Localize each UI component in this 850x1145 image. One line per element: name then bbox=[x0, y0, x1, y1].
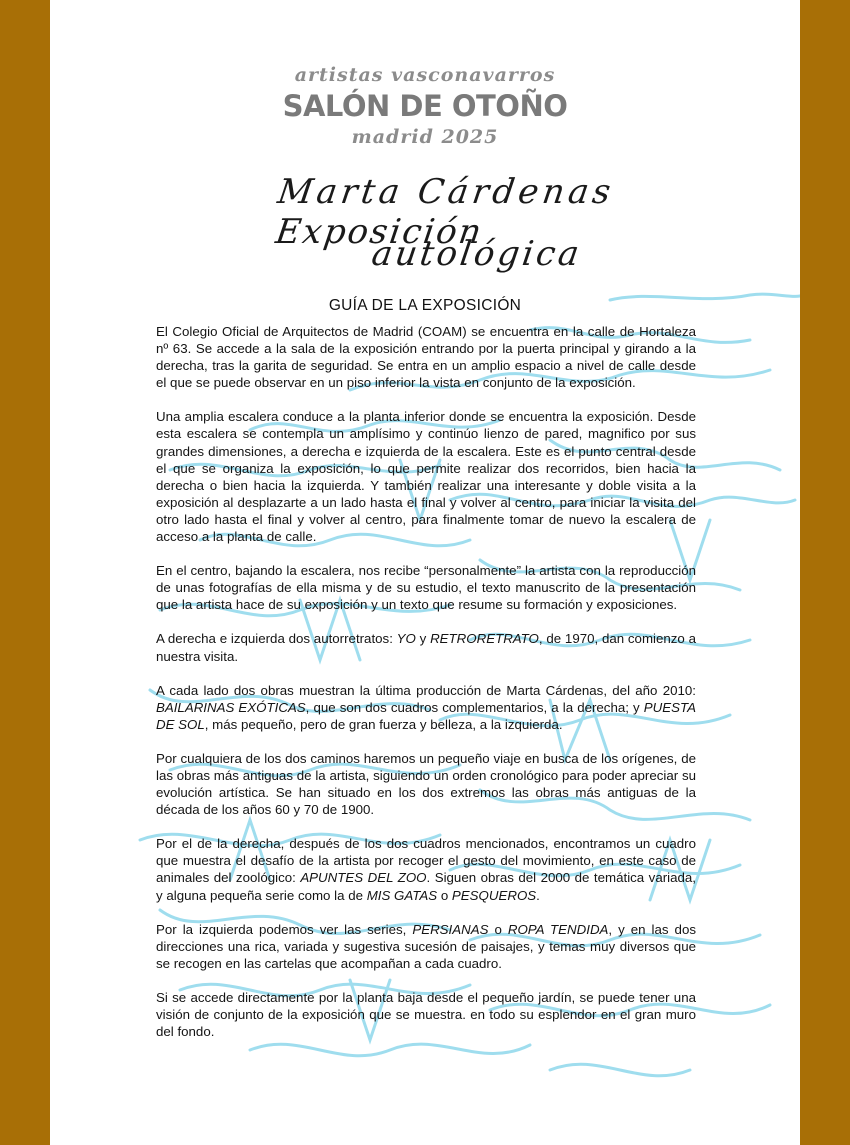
paragraph-self-portraits: A derecha e izquierda dos autorretratos: YO y RETRORETRATO, de 1970, dan comienzo a nuestra visita. bbox=[156, 631, 696, 664]
header-madrid-line: madrid 2025 bbox=[351, 126, 499, 148]
handwritten-autologica: autológica bbox=[369, 234, 585, 274]
exhibition-header bbox=[50, 62, 800, 150]
paragraph-latest-works: A cada lado dos obras muestran la última producción de Marta Cárdenas, del año 2010: BAILARINAS EXÓTICAS, que son dos cuadros complementarios, a la derecha; y PUESTA DE SOL, más pequeño, pero de gran fuerza y belleza, a la izquierda. bbox=[156, 682, 696, 732]
header-salon-title: SALÓN DE OTOÑO bbox=[282, 89, 568, 123]
document-page bbox=[50, 0, 800, 1145]
guide-title: GUÍA DE LA EXPOSICIÓN bbox=[328, 297, 522, 314]
paragraph-origins: Por cualquiera de los dos caminos haremos un pequeño viaje en busca de los orígenes, de las obras más antiguas de la artista, siguiendo un orden cronológico para poder apreciar su evolución artística. Se han situado en los dos extremos las obras más antiguas de la década de los años 60 y 70 de 1900. bbox=[156, 750, 696, 818]
header-artists-line: artistas vasconavarros bbox=[294, 64, 556, 86]
paragraph-garden-access: Si se accede directamente por la planta baja desde el pequeño jardín, se puede tener una visión de conjunto de la exposición que se muestra. en todo su esplendor en el gran muro del fondo. bbox=[156, 989, 696, 1040]
paragraph-center: En el centro, bajando la escalera, nos recibe “personalmente” la artista con la reproducción de unas fotografías de ella misma y de su estudio, el texto manuscrito de la presentación que la artista hace de su exposición y un texto que resume su formación y exposiciones. bbox=[156, 563, 696, 613]
paragraph-location: El Colegio Oficial de Arquitectos de Madrid (COAM) se encuentra en la calle de Hortaleza nº 63. Se accede a la sala de la exposición entrando por la puerta principal y girando a la derecha, tras la garita de seguridad. Se entra en un amplio espacio a nivel de calle desde el que se puede observar en un piso inferior la vista en conjunto de la exposición. bbox=[156, 324, 696, 391]
paragraph-staircase: Una amplia escalera conduce a la planta inferior donde se encuentra la exposición. Desde esta escalera se contempla un amplísimo y continúo lienzo de pared, magnifico por sus grandes dimensiones, a derecha e izquierda de la escalera. Este es el punto central desde el que se organiza la exposición, lo que permite realizar dos recorridos, bien hacia la derecha o bien hacia la izquierda. Y también realizar una interesante y doble visita a la exposición al desplazarte a un lado hasta el final y volver al centro, para iniciar la visita del otro lado hasta el final y volver al centro, para finalmente tomar de nuevo la escalera de acceso a la planta de calle. bbox=[156, 409, 696, 545]
paragraph-left-path: Por la izquierda podemos ver las series, PERSIANAS o ROPA TENDIDA, y en las dos direcciones una rica, variada y sugestiva sucesión de paisajes, y temas muy diversos que se recogen en las cartelas que acompañan a cada cuadro. bbox=[156, 921, 696, 971]
handwritten-exposicion: Exposición bbox=[273, 212, 486, 252]
guide-body bbox=[156, 323, 696, 1057]
paragraph-right-path: Por el de la derecha, después de los dos cuadros mencionados, encontramos un cuadro que muestra el desafío de la artista por recoger el gesto del movimiento, en este caso de animales del zoológico: APUNTES DEL ZOO. Siguen obras del 2000 de temática variada, y alguna pequeña serie como la de MIS GATAS o PESQUEROS. bbox=[156, 836, 696, 903]
handwritten-artist-name: Marta Cárdenas bbox=[275, 172, 617, 212]
